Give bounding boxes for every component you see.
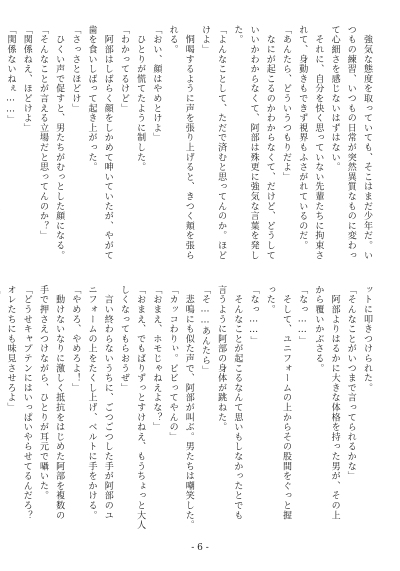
text-line: しくなってもらおうぜ」	[118, 285, 129, 393]
text-line: 言い終わらないうちに、ごつごつした手が阿部のユ	[102, 285, 113, 521]
text-line: 阿部はしばらく顔をしかめて呻いていたが、やがて	[102, 25, 113, 261]
text-line: 「そんなことが言える立場だと思ってんのか？」	[37, 25, 48, 241]
top-text-column	[5, 25, 375, 265]
text-line: そして、ユニフォームの上からその股間をぐっと握	[280, 285, 291, 521]
text-line: 「あんたら、どういうつもりだよ」	[280, 25, 291, 182]
text-line: それに、自分を快く思っていない先輩たちに拘束さ	[313, 25, 324, 261]
text-line: て心細さを感じないはずはない。	[329, 25, 340, 172]
text-line: 「カッコわりぃ。ビビってやんの」	[167, 285, 178, 442]
text-line: つもの練習、いつもの日常が突然異質なものに変わっ	[345, 25, 356, 261]
text-line: 「なっ……」	[297, 285, 308, 346]
text-line: 強気な態度を取っていても、そこはまだ少年だ。い	[362, 25, 372, 261]
text-line: 歯を食いしばって起き上がった。	[86, 25, 97, 172]
text-line: 動けないなりに激しく抵抗をはじめた阿部を複数の	[54, 285, 65, 521]
text-line: 恫喝するように声を張り上げると、きつく頬を張ら	[183, 25, 194, 261]
text-line: 阿部よりはるかに大きな体格を持った男が、その上	[329, 285, 340, 521]
text-line: なにが起こるのかわからなくて、だけど、どうして	[264, 25, 275, 261]
text-line: 「おまえ、でもばりずっとすけねえ、もうちょっと大人	[135, 285, 146, 530]
text-line: ひとりが慌てたように制した。	[135, 25, 146, 172]
text-line: 「そんなことがいつまで言ってられるかな」	[345, 285, 356, 481]
text-line: 「関係ないねぇ……」	[5, 25, 16, 125]
text-line: 悲鳴にも似た声で、阿部が叫ぶ。男たちは嘲笑した。	[183, 285, 194, 530]
text-line: ニフォームの上をたくし上げ、ベルトに手をかける。	[86, 285, 97, 521]
text-line: た。	[232, 25, 243, 45]
text-line: 「さっさとほどけ」	[70, 25, 81, 114]
text-line: から覆いかぶさる。	[313, 285, 324, 374]
text-line: 手で押さえつけながら、ひとりが耳元で囁いた。	[37, 285, 48, 501]
text-line: 「おまえ、ホモじゃねえよな？」	[151, 285, 162, 432]
text-line: 「どうせキャプテンにはいっぱいやらせてるんだろ？	[21, 285, 32, 521]
text-line: けよ」	[199, 25, 210, 55]
text-line: オレたちにも味見させろよ」	[5, 285, 16, 413]
text-line: 「わかってるけど」	[118, 25, 129, 114]
text-line: った。	[264, 285, 275, 315]
text-line: れる。	[167, 25, 178, 55]
text-line: そんなことが起こるなんて思いもしなかったとでも	[232, 285, 243, 521]
text-line: ットに叩きつけられた。	[362, 285, 372, 393]
text-line: 「おい、顔はやめとけよ」	[151, 25, 162, 143]
text-line	[0, 25, 2, 265]
text-line: 「そ……あんたら」	[199, 285, 210, 376]
text-line: れて、身動きもできず視界もふさがれているのだ。	[297, 25, 308, 251]
text-line: 「関係ねえ、ほどけよ」	[21, 25, 32, 133]
page-number: - 6 -	[191, 543, 209, 553]
text-line: 「よんなことして、ただで済むと思ってんのか。ほど	[216, 25, 227, 261]
text-line: 「やめろ、やめろよ！」	[70, 285, 81, 393]
text-line: いいかわからなくて、阿部は殊更に強気な言葉を発し	[248, 25, 259, 261]
bottom-text-column	[5, 285, 375, 530]
text-line: ひくい声で促すと、男たちがむっとした顔になる。	[54, 25, 65, 261]
text-line: 「なっ……」	[248, 285, 259, 346]
text-line	[0, 285, 2, 523]
text-line: 言うように阿部の身体が跳ねた。	[216, 285, 227, 432]
